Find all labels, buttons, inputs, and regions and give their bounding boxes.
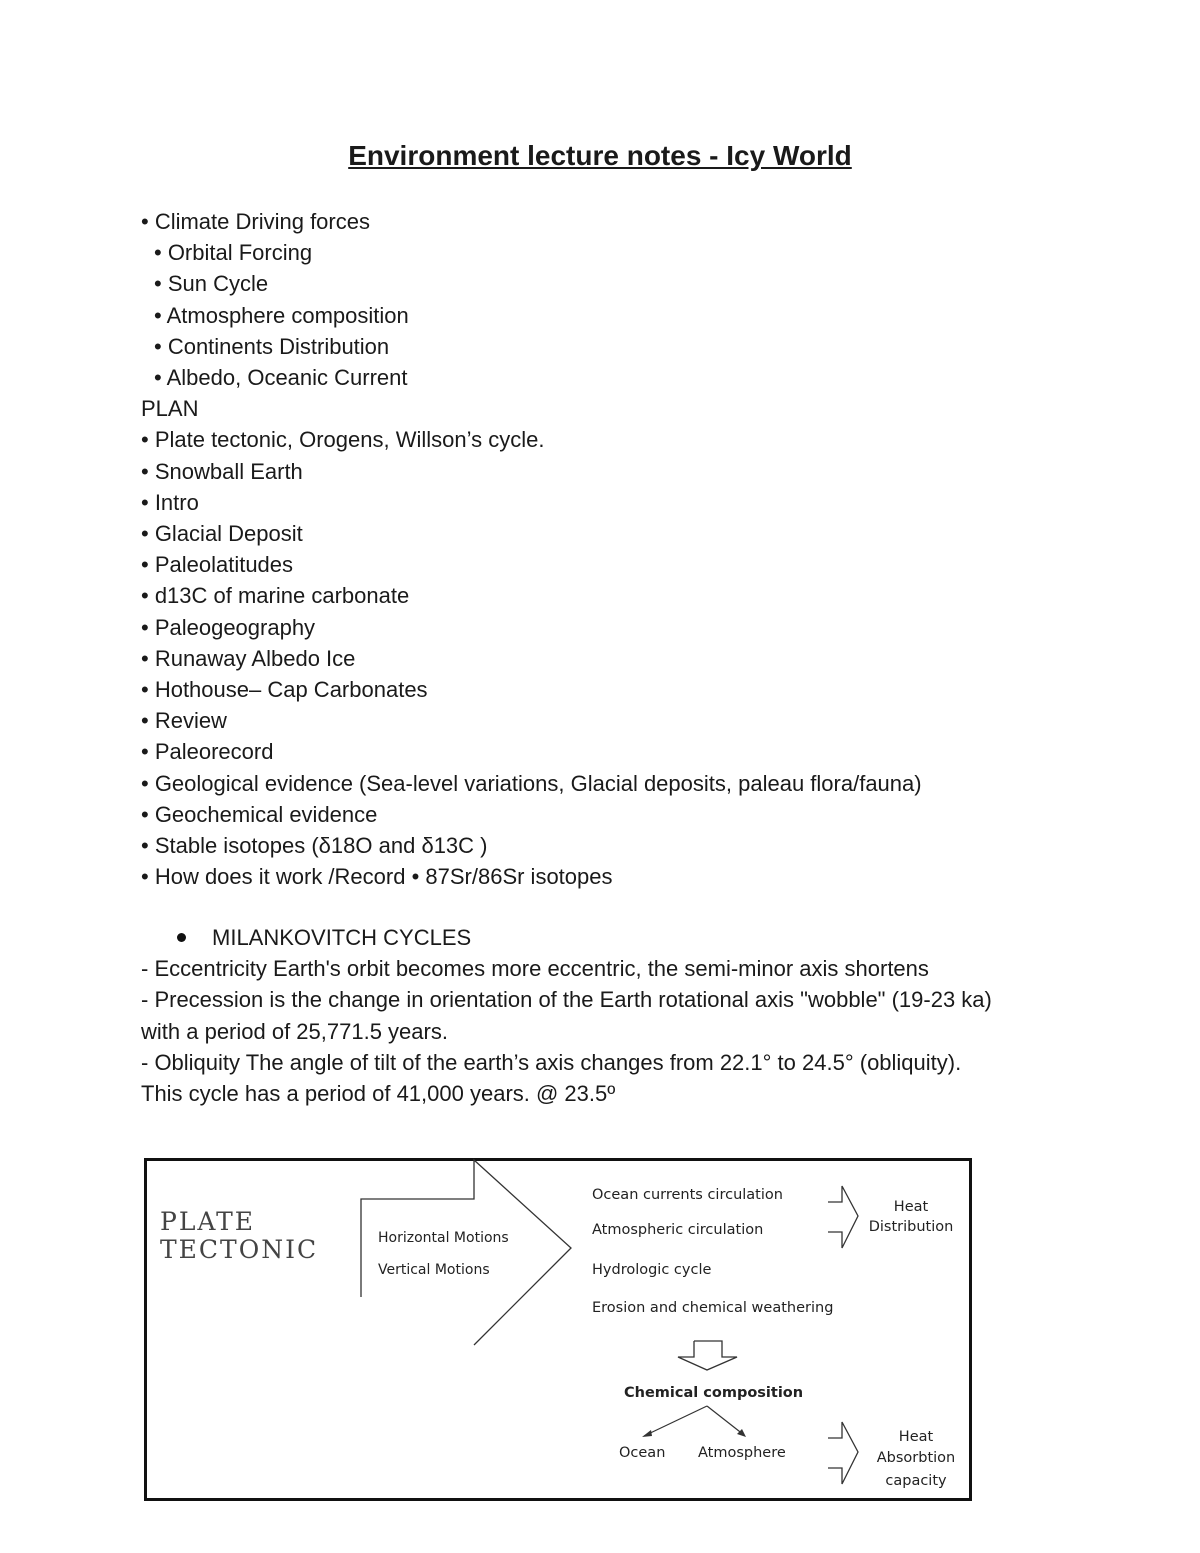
- milankovitch-heading-text: MILANKOVITCH CYCLES: [212, 925, 472, 950]
- precession-text: - Precession is the change in orientation of the Earth rotational axis "wobble" (19-23 ka): [141, 987, 992, 1013]
- outline-item: • Atmosphere composition: [154, 302, 409, 328]
- ocean-currents-label: Ocean currents circulation: [592, 1187, 783, 1203]
- plate-label-line1: PLATE: [160, 1207, 256, 1236]
- outline-item: • Orbital Forcing: [154, 240, 313, 266]
- diagram-frame: [146, 1160, 971, 1500]
- outline-item: • d13C of marine carbonate: [141, 583, 410, 609]
- outline-item: • Paleogeography: [141, 614, 316, 640]
- outline-item: PLAN: [141, 396, 199, 422]
- heat-distribution-line1: Heat: [893, 1199, 929, 1215]
- bullet-icon: [177, 933, 186, 942]
- outline-item: • How does it work /Record • 87Sr/86Sr isotopes: [141, 864, 613, 890]
- outline-item: • Paleolatitudes: [141, 552, 294, 578]
- outline-item: • Plate tectonic, Orogens, Willson’s cycle.: [141, 427, 545, 453]
- eccentricity-text: - Eccentricity Earth's orbit becomes more eccentric, the semi-minor axis shortens: [141, 956, 929, 982]
- outline-item: • Geological evidence (Sea-level variations, Glacial deposits, paleau flora/fauna): [141, 770, 922, 796]
- outline-item: • Paleorecord: [141, 739, 274, 765]
- hydrologic-cycle-label: Hydrologic cycle: [592, 1262, 712, 1278]
- atmospheric-circulation-label: Atmospheric circulation: [592, 1222, 764, 1238]
- obliquity-period-text: This cycle has a period of 41,000 years. @ 23.5º: [141, 1081, 616, 1107]
- milankovitch-section: [141, 922, 1071, 1109]
- precession-period-text: with a period of 25,771.5 years.: [141, 1018, 448, 1044]
- atmosphere-label: Atmosphere: [698, 1445, 786, 1461]
- outline-item: • Climate Driving forces: [141, 209, 370, 234]
- document-title: Environment lecture notes - Icy World: [348, 140, 852, 171]
- outline-item: • Glacial Deposit: [141, 521, 303, 547]
- plate-label-line2: TECTONIC: [160, 1235, 319, 1264]
- heat-absorption-line3: capacity: [885, 1473, 947, 1489]
- heat-absorption-line2: Absorbtion: [876, 1450, 956, 1466]
- outline-item: • Geochemical evidence: [141, 801, 378, 827]
- outline-item: • Snowball Earth: [141, 458, 303, 484]
- outline-item: • Hothouse– Cap Carbonates: [141, 677, 428, 703]
- horizontal-motions-label: Horizontal Motions: [378, 1230, 509, 1246]
- outline-item: • Sun Cycle: [154, 271, 269, 297]
- outline-list: [141, 206, 1071, 892]
- outline-item: • Stable isotopes (δ18O and δ13C ): [141, 833, 488, 859]
- erosion-label: Erosion and chemical weathering: [592, 1300, 834, 1316]
- heat-distribution-line2: Distribution: [868, 1219, 954, 1235]
- obliquity-text: - Obliquity The angle of tilt of the earth’s axis changes from 22.1° to 24.5° (obliquity).: [141, 1049, 962, 1075]
- outline-item: • Review: [141, 708, 227, 734]
- outline-item: • Continents Distribution: [154, 333, 390, 359]
- outline-item: • Albedo, Oceanic Current: [154, 365, 408, 391]
- chemical-composition-label: Chemical composition: [624, 1385, 804, 1401]
- vertical-motions-label: Vertical Motions: [378, 1262, 490, 1278]
- plate-tectonic-diagram: [144, 1158, 972, 1501]
- milankovitch-heading: [141, 922, 1071, 953]
- ocean-label: Ocean: [619, 1445, 666, 1461]
- outline-item: • Intro: [141, 489, 199, 515]
- outline-item: • Runaway Albedo Ice: [141, 645, 356, 671]
- heat-absorption-line1: Heat: [898, 1429, 934, 1445]
